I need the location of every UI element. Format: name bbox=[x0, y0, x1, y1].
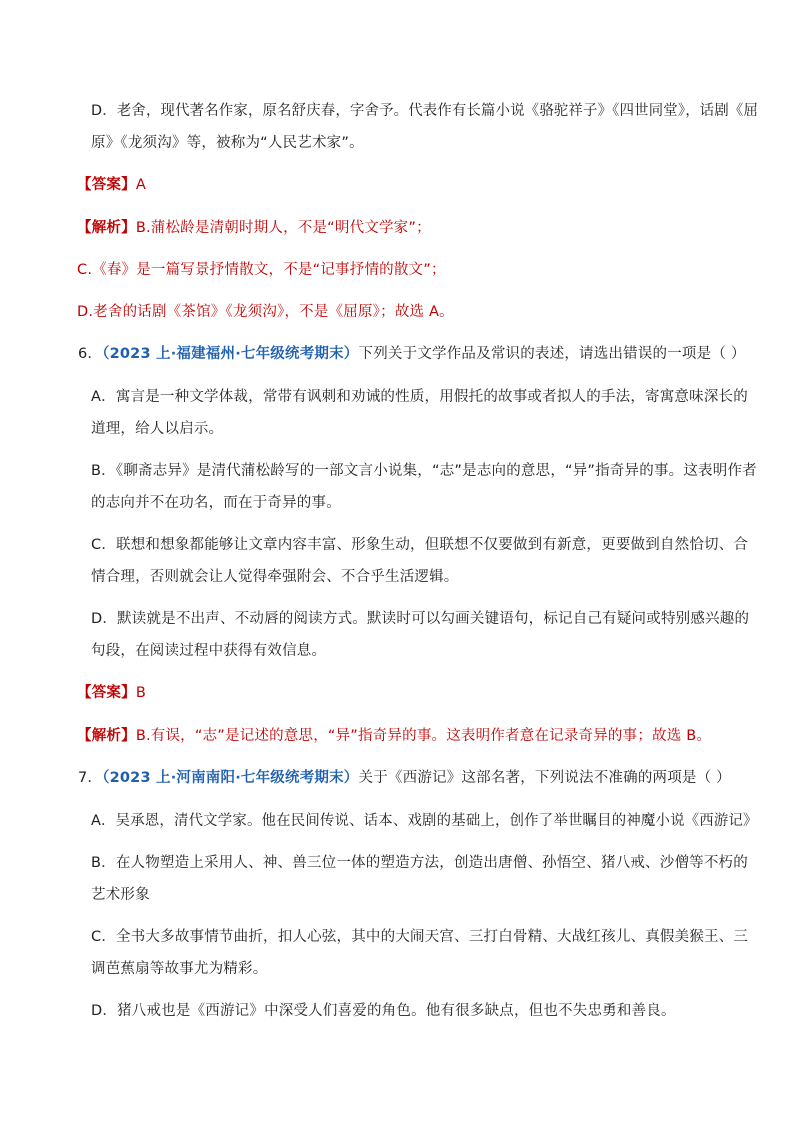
q7-option-c-line1: C．全书大多故事情节曲折，扣人心弦，其中的大闹天宫、三打白骨精、大战红孩儿、真假美猴王、三 bbox=[91, 929, 749, 945]
question-source: （2023 上·福建福州·七年级统考期末） bbox=[102, 346, 359, 362]
q7-option-c-line2: 调芭蕉扇等故事尤为精彩。 bbox=[91, 961, 268, 977]
answer-tag: 【答案】 bbox=[77, 685, 136, 701]
q5-option-d-line2: 原》《龙须沟》等，被称为“人民艺术家”。 bbox=[91, 135, 364, 151]
q7-stem bbox=[78, 768, 731, 788]
question-source: （2023 上·河南南阳·七年级统考期末） bbox=[102, 770, 359, 786]
analysis-tag: 【解析】 bbox=[77, 220, 136, 236]
answer-tag: 【答案】 bbox=[77, 177, 136, 193]
analysis-text: B.蒲松龄是清朝时期人，不是“明代文学家”； bbox=[135, 220, 431, 236]
q6-option-a-line1: A．寓言是一种文学体裁，常带有讽刺和劝诫的性质，用假托的故事或者拟人的手法，寄寓意味深长的 bbox=[91, 389, 748, 405]
q6-analysis bbox=[77, 726, 711, 746]
q5-analysis-line3: D.老舍的话剧《茶馆》《龙须沟》，不是《屈原》；故选 A。 bbox=[77, 304, 454, 320]
q5-analysis-line1 bbox=[77, 218, 431, 238]
q7-option-d-line1: D．猪八戒也是《西游记》中深受人们喜爱的角色。他有很多缺点，但也不失忠勇和善良。 bbox=[91, 1003, 676, 1019]
answer-value: B bbox=[135, 685, 146, 701]
q6-answer bbox=[77, 683, 146, 703]
q6-stem bbox=[78, 344, 746, 364]
q5-answer bbox=[77, 175, 146, 195]
q6-option-c-line2: 情合理，否则就会让人觉得牵强附会、不合乎生活逻辑。 bbox=[91, 569, 459, 585]
q6-option-a-line2: 道理，给人以启示。 bbox=[91, 421, 224, 437]
q7-option-b-line1: B．在人物塑造上采用人、神、兽三位一体的塑造方法，创造出唐僧、孙悟空、猪八戒、沙僧等不朽的 bbox=[91, 855, 748, 871]
q7-option-b-line2: 艺术形象 bbox=[91, 887, 150, 903]
q6-option-d-line2: 句段，在阅读过程中获得有效信息。 bbox=[91, 643, 327, 659]
question-text: 关于《西游记》这部名著，下列说法不准确的两项是（ ） bbox=[358, 770, 731, 786]
analysis-tag: 【解析】 bbox=[77, 728, 136, 744]
q6-option-b-line1: B．《聊斋志异》是清代蒲松龄写的一部文言小说集，“志”是志向的意思，“异”指奇异的事。这表明作者 bbox=[91, 463, 757, 479]
answer-value: A bbox=[135, 177, 146, 193]
q6-option-d-line1: D．默读就是不出声、不动唇的阅读方式。默读时可以勾画关键语句，标记自己有疑问或特别感兴趣的 bbox=[91, 611, 750, 627]
q5-option-d-line1: D．老舍，现代著名作家，原名舒庆春，字舍予。代表作有长篇小说《骆驼祥子》《四世同堂》，话剧《屈 bbox=[91, 103, 759, 119]
q7-option-a-line1: A．吴承恩，清代文学家。他在民间传说、话本、戏剧的基础上，创作了举世瞩目的神魔小说《西游记》 bbox=[91, 813, 758, 829]
analysis-text: B.有误，“志”是记述的意思，“异”指奇异的事。这表明作者意在记录奇异的事；故选 B。 bbox=[135, 728, 712, 744]
question-number: 6． bbox=[78, 346, 103, 362]
q6-option-c-line1: C．联想和想象都能够让文章内容丰富、形象生动，但联想不仅要做到有新意，更要做到自然恰切、合 bbox=[91, 537, 749, 553]
q6-option-b-line2: 的志向并不在功名，而在于奇异的事。 bbox=[91, 495, 341, 511]
question-text: 下列关于文学作品及常识的表述，请选出错误的一项是（ ） bbox=[358, 346, 746, 362]
q5-analysis-line2: C.《春》是一篇写景抒情散文，不是“记事抒情的散文”； bbox=[77, 262, 446, 278]
question-number: 7． bbox=[78, 770, 103, 786]
